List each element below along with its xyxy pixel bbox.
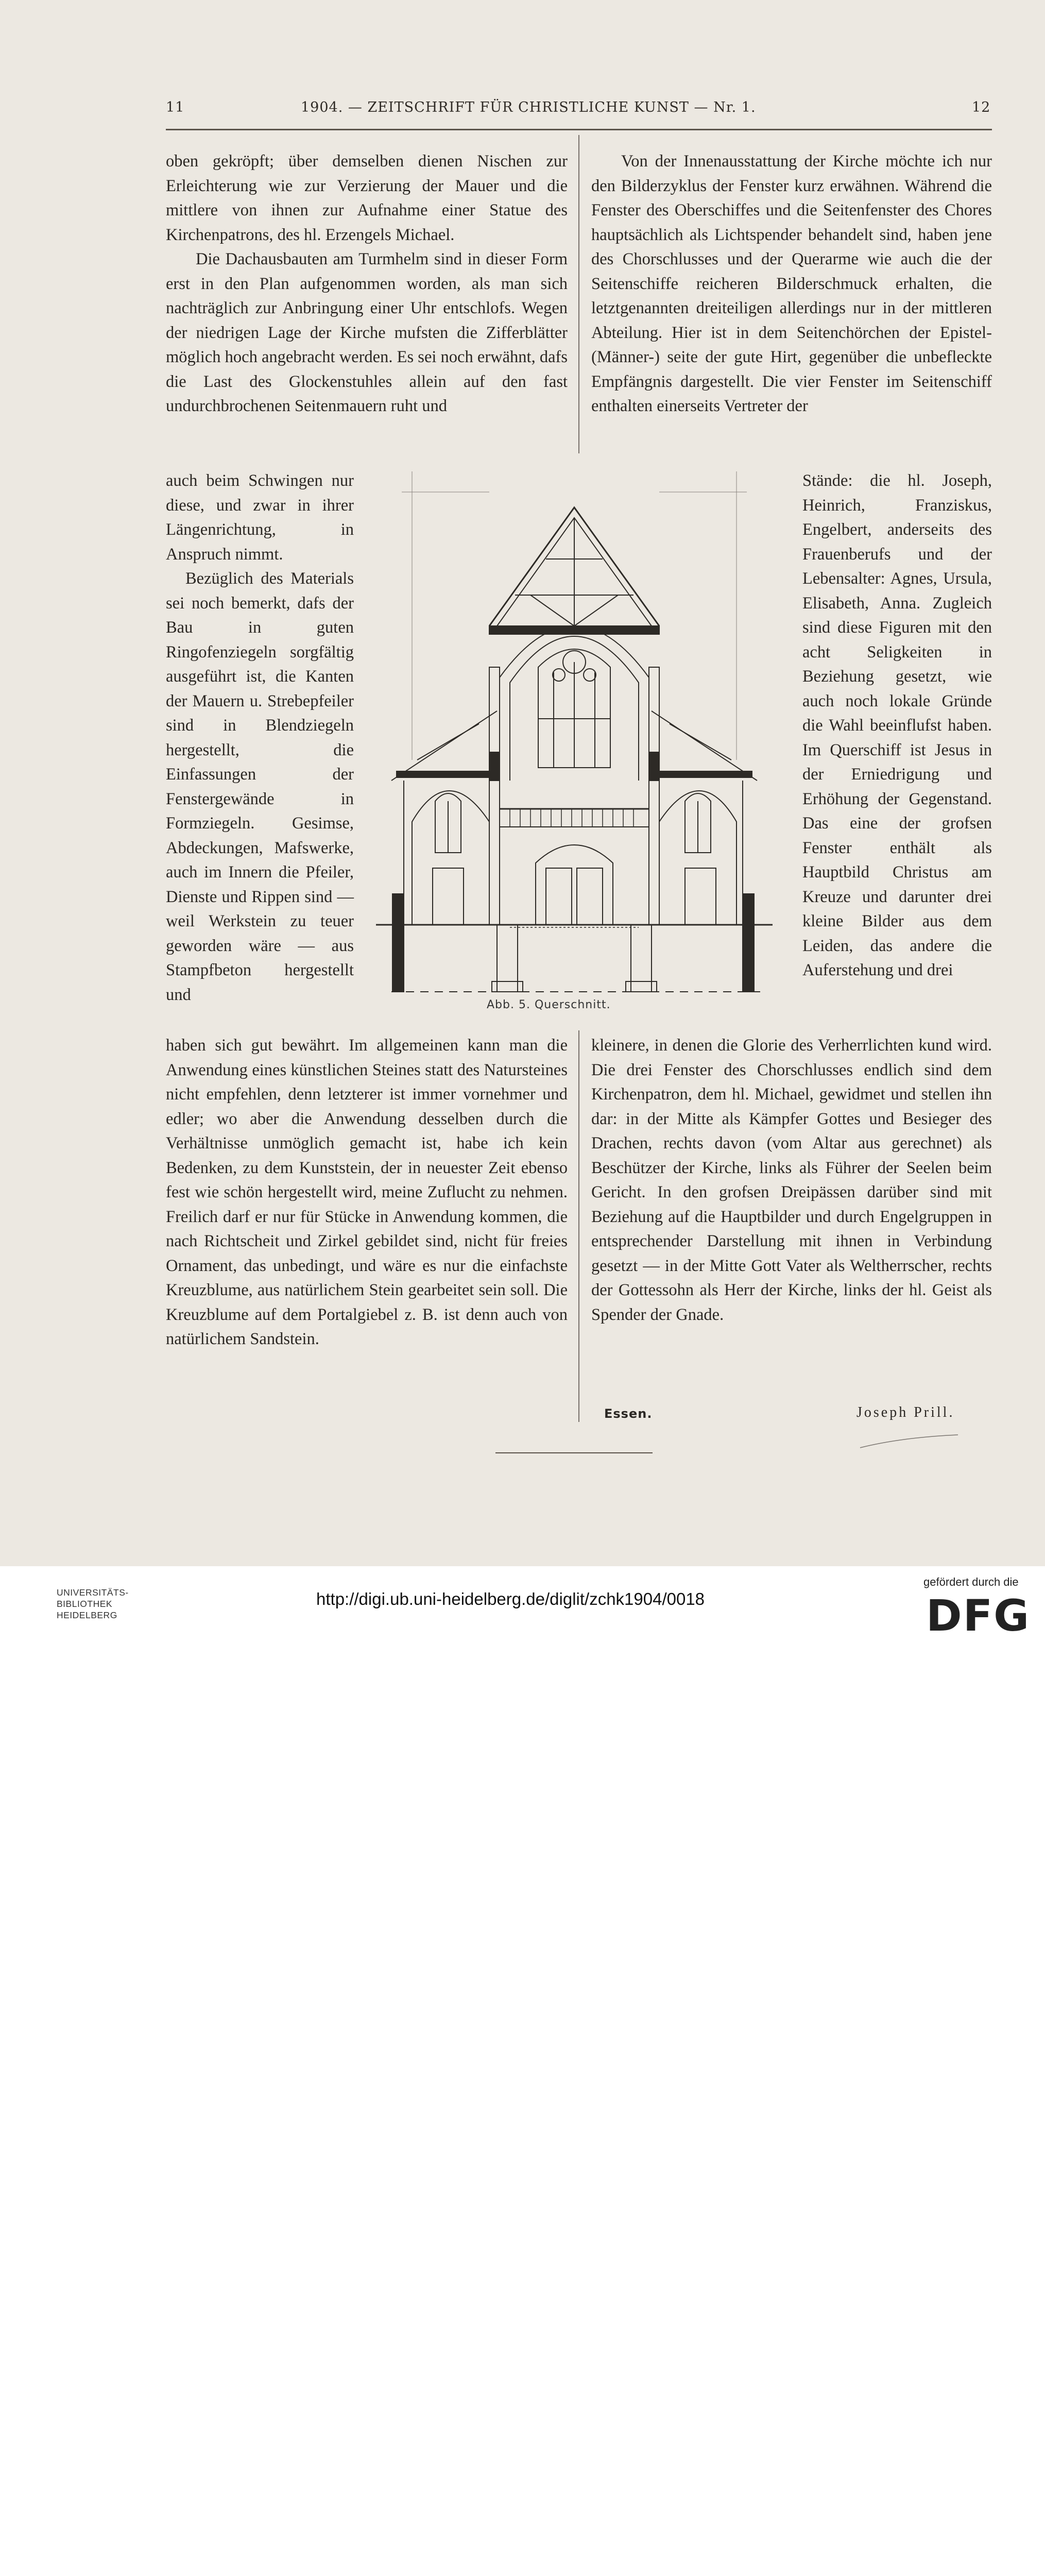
paragraph: haben sich gut bewährt. Im allgemeinen kann man die Anwendung eines künstlichen Steines statt des Natursteines nicht empfehlen, denn letzterer ist immer vornehmer und edler; wo aber die Anwendung desselben durch die Verhältnisse unmöglich gemacht ist, habe ich kein Bedenken, zu dem Kunststein, der in neuester Zeit ebenso fest wie schön hergestellt wird, meine Zuflucht zu nehmen. Freilich darf er nur für Stücke in Anwendung kommen, die nach Richtscheit und Zirkel gebildet sind, nicht für freies Ornament, das unbedingt, und wäre es nur die einfachste Kreuzblume, aus natürlichem Stein gearbeitet sein soll. Die Kreuzblume auf dem Portalgiebel z. B. ist denn auch von natürlichem Sandstein. — [166, 1036, 568, 1348]
right-column-narrow — [802, 469, 992, 983]
library-name-line: HEIDELBERG — [57, 1610, 117, 1620]
right-column-top — [591, 149, 992, 419]
paragraph: auch beim Schwingen nur diese, und zwar in ihrer Längenrichtung, in Anspruch nimmt. — [166, 471, 354, 564]
left-column-top — [166, 149, 568, 419]
end-rule — [495, 1452, 653, 1453]
figure-caption: Abb. 5. Querschnitt. — [487, 998, 611, 1011]
library-name-line: UNIVERSITÄTS- — [57, 1587, 129, 1598]
column-divider-top — [578, 135, 579, 453]
signature-place: Essen. — [604, 1406, 653, 1421]
page-number-right: 12 — [972, 99, 991, 115]
library-name-line: BIBLIOTHEK — [57, 1599, 113, 1609]
paragraph: oben gekröpft; über demselben dienen Nischen zur Erleichterung wie zur Verzierung der Mauer und die mittlere von ihnen zur Aufnahme einer Statue des Kirchenpatrons, des hl. Erzengels Michael. — [166, 152, 568, 244]
cross-section-drawing — [361, 471, 793, 997]
left-column-narrow — [166, 469, 354, 1007]
right-column-bottom — [591, 1033, 992, 1327]
funding-note: gefördert durch die — [923, 1575, 1019, 1588]
dfg-logo: DFG — [926, 1590, 1031, 1641]
paragraph: kleinere, in denen die Glorie des Verherrlichten kund wird. Die drei Fenster des Chorschlusses endlich sind dem Kirchenpatron, dem hl. Michael, gewidmet und stellen ihn dar: in der Mitte als Kämpfer Gottes und Besieger des Drachen, rechts davon (vom Altar aus gerechnet) als Beschützer der Kirche, links als Führer der Seelen beim Gericht. In den grofsen Dreipässen darüber sind mit Beziehung auf die Hauptbilder und durch Engelgruppen in entsprechender Darstellung mit ihnen in Verbindung gesetzt — in der Mitte Gott Vater als Weltherrscher, rechts der Gottessohn als Herr der Kirche, links der hl. Geist als Spender der Gnade. — [591, 1036, 992, 1324]
left-column-bottom — [166, 1033, 568, 1352]
paragraph: Stände: die hl. Joseph, Heinrich, Franziskus, Engelbert, anderseits des Frauenberufs und der Lebensalter: Agnes, Ursula, Elisabeth, Anna. Zugleich sind diese Figuren mit den acht Seligkeiten in Beziehung gesetzt, wie auch noch lokale Gründe die Wahl beeinflufst haben. Im Querschiff ist Jesus in der Erniedrigung und Erhöhung der Gegenstand. Das eine der grofsen Fenster enthält als Hauptbild Christus am Kreuze und darunter drei kleine Bilder aus dem Leiden, das andere die Auferstehung und drei — [802, 471, 992, 979]
page-number-left: 11 — [166, 99, 185, 115]
source-url-link[interactable]: http://digi.ub.uni-heidelberg.de/diglit/zchk1904/0018 — [316, 1589, 705, 1608]
library-name — [57, 1587, 129, 1621]
paragraph: Von der Innenausstattung der Kirche möchte ich nur den Bilderzyklus der Fenster kurz erwähnen. Während die Fenster des Oberschiffes und die Seitenfenster des Chores hauptsächlich als Lichtspender behandelt sind, haben jene des Chorschlusses und der Querarme wie auch die der Seitenschiffe reicheren Bilderschmuck erhalten, die letztgenannten dreiteiligen allerdings nur in der mittleren Abteilung. Hier ist in dem Seitenchörchen der Epistel- (Männer-) seite der gute Hirt, gegenüber die unbefleckte Empfängnis dargestellt. Die vier Fenster im Seitenschiff enthalten einerseits Vertreter der — [591, 152, 992, 415]
column-divider-bottom — [578, 1030, 579, 1422]
pen-stroke — [855, 1412, 968, 1453]
author-signature: Joseph Prill. — [856, 1404, 955, 1420]
paragraph: Bezüglich des Materials sei noch bemerkt, dafs der Bau in guten Ringofenziegeln sorgfältig ausgeführt ist, die Kanten der Mauern u. Strebepfeiler sind in Blendziegeln hergestellt, die Einfassungen der Fenstergewände in Formziegeln. Gesimse, Abdeckungen, Mafswerke, auch im Innern die Pfeiler, Dienste und Rippen sind — weil Werkstein zu teuer geworden wäre — aus Stampfbeton hergestellt und — [166, 569, 354, 1004]
header-rule — [166, 129, 992, 130]
running-title: 1904. — ZEITSCHRIFT FÜR CHRISTLICHE KUNST — Nr. 1. — [301, 99, 756, 115]
paragraph: Die Dachausbauten am Turmhelm sind in dieser Form erst in den Plan aufgenommen worden, als man sich nachträglich zur Anbringung einer Uhr entschlofs. Wegen der niedrigen Lage der Kirche mufsten die Zifferblätter möglich hoch angebracht werden. Es sei noch erwähnt, dafs die Last des Glockenstuhles allein auf den fast undurchbrochenen Seitenmauern ruht und — [166, 250, 568, 415]
